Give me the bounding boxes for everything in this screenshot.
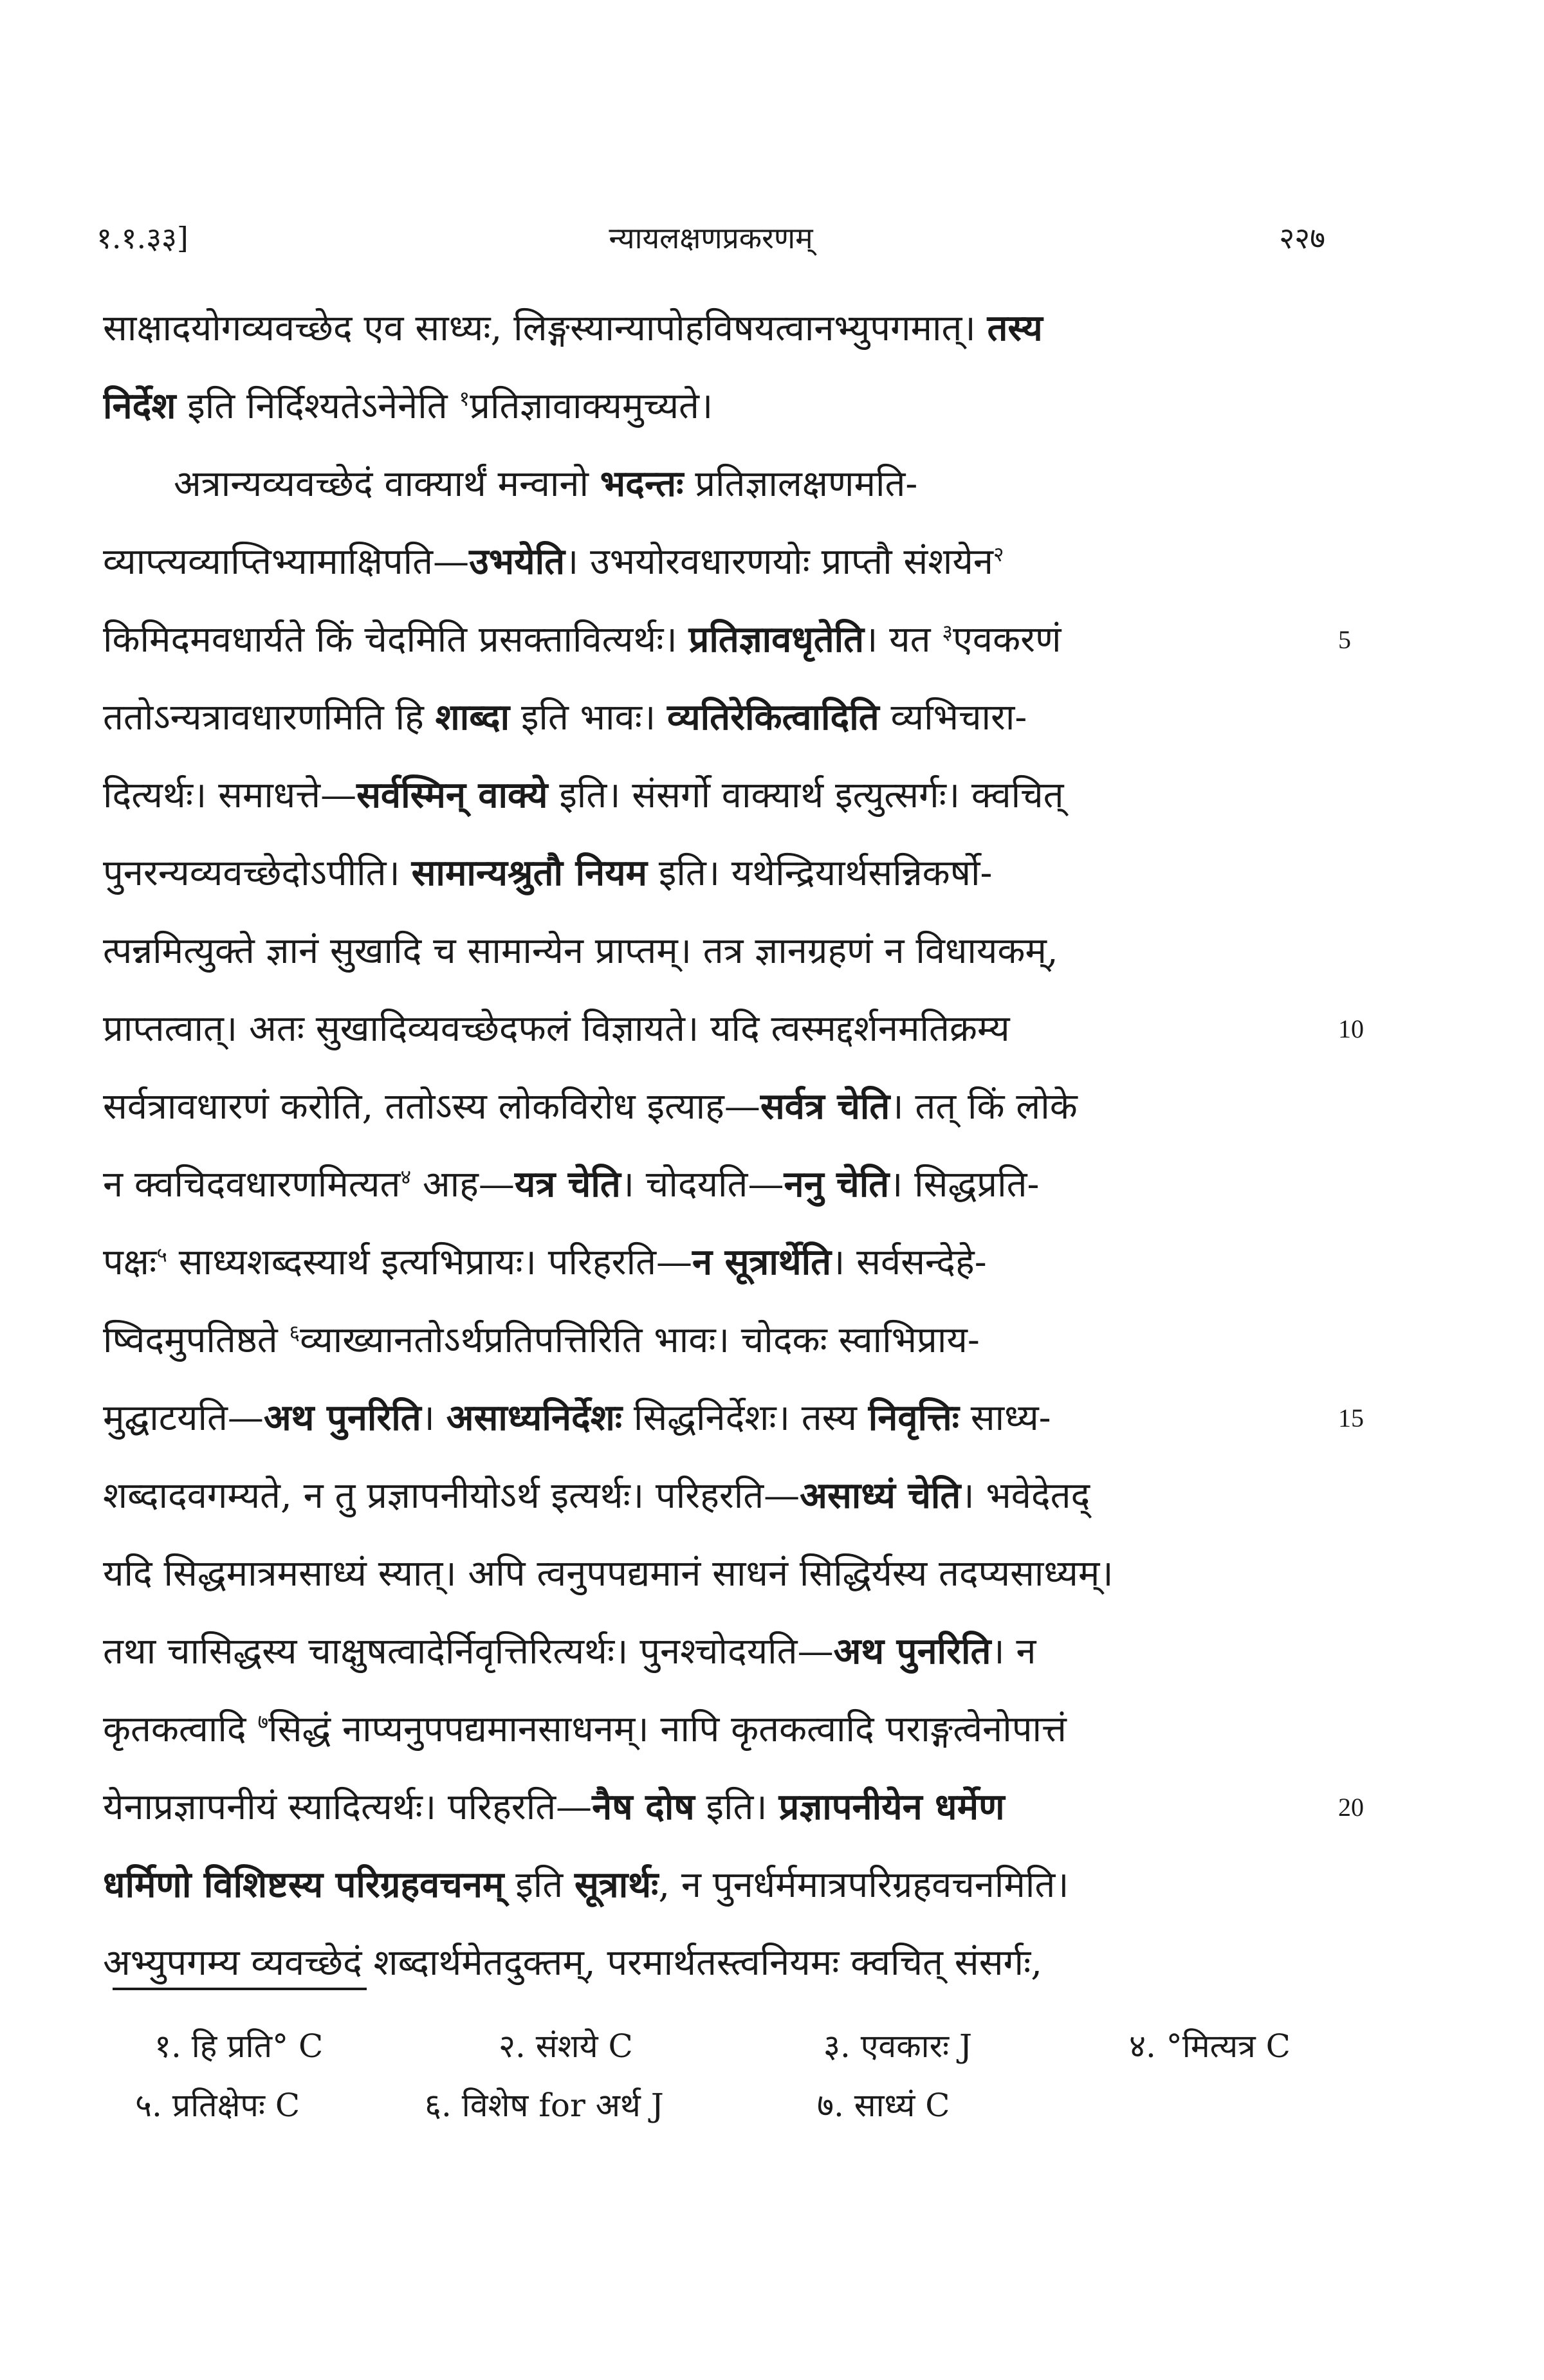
text-segment: व्याप्त्यव्याप्तिभ्यामाक्षिपति— bbox=[103, 541, 470, 583]
text-line bbox=[103, 1379, 1319, 1457]
text-line bbox=[103, 1768, 1319, 1846]
text-segment: इति। bbox=[694, 1786, 779, 1828]
footnote-marker: ४ bbox=[400, 1164, 412, 1189]
text-line bbox=[103, 756, 1319, 834]
text-line bbox=[103, 1301, 1319, 1379]
text-line bbox=[103, 1690, 1319, 1768]
bold-lemma: व्यतिरेकित्वादिति bbox=[667, 696, 879, 738]
text-segment: किमिदमवधार्यते किं चेदमिति प्रसक्तावित्यर्थः। bbox=[103, 619, 689, 661]
text-segment: । तत् किं लोके bbox=[890, 1086, 1078, 1128]
text-segment: इति bbox=[504, 1864, 574, 1906]
bold-lemma: न सूत्रार्थेति bbox=[692, 1241, 832, 1283]
text-line bbox=[103, 1535, 1319, 1613]
text-line bbox=[103, 990, 1319, 1068]
footnote-marker: ३ bbox=[942, 619, 953, 645]
bold-lemma: निर्देश bbox=[103, 385, 176, 427]
text-line bbox=[103, 601, 1319, 679]
bold-lemma: नैष दोष bbox=[592, 1786, 695, 1828]
footnote: ४. °मित्यत्र C bbox=[1129, 2028, 1291, 2065]
footnote-row bbox=[154, 2017, 1312, 2076]
text-line bbox=[103, 1846, 1319, 1924]
footnote: २. संशये C bbox=[499, 2028, 633, 2065]
text-segment: इति निर्दिश्यतेऽनेनेति bbox=[176, 385, 459, 427]
commentary-text bbox=[103, 289, 1319, 2002]
footnote-marker: २ bbox=[993, 542, 1004, 567]
text-line bbox=[103, 445, 1319, 523]
footnote: ३. एवकारः J bbox=[823, 2028, 973, 2065]
text-segment: इति। संसर्गो वाक्यार्थ इत्युत्सर्गः। क्वचित् bbox=[547, 774, 1064, 816]
footnote: ५. प्रतिक्षेपः C bbox=[135, 2087, 300, 2124]
bold-lemma: शाब्दा bbox=[435, 696, 510, 738]
text-segment: प्राप्तत्वात्। अतः सुखादिव्यवच्छेदफलं विज्ञायते। यदि त्वस्मद्दर्शनमतिक्रम्य bbox=[103, 1008, 1010, 1050]
text-segment: , न पुनर्धर्ममात्रपरिग्रहवचनमिति। bbox=[658, 1864, 1069, 1906]
text-segment: न क्वचिदवधारणमित्यत bbox=[103, 1164, 401, 1205]
text-segment: व्यभिचारा- bbox=[879, 697, 1027, 738]
footnote: १. हि प्रति° C bbox=[154, 2028, 324, 2065]
footnote-marker: ५ bbox=[156, 1242, 167, 1267]
bold-lemma: असाध्यं चेति bbox=[800, 1474, 961, 1517]
text-segment: । चोदयति— bbox=[620, 1164, 784, 1205]
footnote: ६. विशेष for अर्थ J bbox=[425, 2087, 664, 2124]
text-segment: साध्य- bbox=[959, 1397, 1051, 1439]
text-segment: । भवेदेतद् bbox=[960, 1475, 1090, 1517]
text-segment: शब्दादवगम्यते, न तु प्रज्ञापनीयोऽर्थ इत्यर्थः। परिहरति— bbox=[103, 1475, 800, 1517]
bold-lemma: असाध्यनिर्देशः bbox=[446, 1396, 623, 1439]
text-segment: ततोऽन्यत्रावधारणमिति हि bbox=[103, 697, 436, 738]
text-segment: इति भावः। bbox=[510, 697, 668, 738]
text-segment: । bbox=[421, 1397, 446, 1439]
margin-line-number: 10 bbox=[1338, 1014, 1364, 1043]
text-segment: एवकरणं bbox=[952, 619, 1062, 661]
text-line bbox=[103, 1068, 1319, 1146]
text-segment: । यत bbox=[864, 619, 942, 661]
text-segment: अत्रान्यव्यवच्छेदं वाक्यार्थं मन्वानो bbox=[174, 463, 600, 505]
text-segment: । सर्वसन्देहे- bbox=[831, 1241, 987, 1283]
text-line bbox=[103, 912, 1319, 990]
footnotes bbox=[135, 2017, 1312, 2135]
bold-lemma: अथ पुनरिति bbox=[833, 1630, 991, 1672]
bold-lemma: उभयेति bbox=[469, 540, 565, 583]
bold-lemma: भदन्तः bbox=[600, 462, 684, 505]
text-segment: अभ्युपगम्य व्यवच्छेदं शब्दार्थमेतदुक्तम्, परमार्थतस्त्वनियमः क्वचित् संसर्गः, bbox=[103, 1942, 1043, 1984]
text-segment: इति। यथेन्द्रियार्थसन्निकर्षो- bbox=[647, 852, 993, 894]
page-number: २२७ bbox=[1279, 221, 1325, 255]
bold-lemma: सूत्रार्थः bbox=[574, 1863, 659, 1906]
bold-lemma: प्रतिज्ञावधृतेति bbox=[688, 618, 865, 661]
text-segment: मुद्घाटयति— bbox=[103, 1397, 264, 1439]
text-line bbox=[103, 834, 1319, 912]
section-reference: १.१.३३] bbox=[96, 221, 188, 255]
text-segment: दित्यर्थः। समाधत्ते— bbox=[103, 774, 357, 816]
text-segment: सिद्धं नाप्यनुपपद्यमानसाधनम्। नापि कृतकत्वादि पराङ्गत्वेनोपात्तं bbox=[268, 1708, 1067, 1750]
text-segment: । उभयोरवधारणयोः प्राप्तौ संशयेन bbox=[565, 541, 993, 583]
bold-lemma: अथ पुनरिति bbox=[263, 1396, 421, 1439]
text-segment: प्रतिज्ञावाक्यमुच्यते। bbox=[470, 385, 713, 427]
text-segment: आह— bbox=[411, 1164, 515, 1205]
text-segment: साक्षादयोगव्यवच्छेद एव साध्यः, लिङ्गस्यान्यापोहविषयत्वानभ्युपगमात्। bbox=[103, 307, 988, 349]
footnote-rule bbox=[113, 1988, 367, 1990]
bold-lemma: सर्वत्र चेति bbox=[760, 1085, 890, 1128]
margin-line-number: 15 bbox=[1338, 1404, 1364, 1433]
text-segment: यदि सिद्धमात्रमसाध्यं स्यात्। अपि त्वनुपपद्यमानं साधनं सिद्धिर्यस्य तदप्यसाध्यम्। bbox=[103, 1553, 1114, 1595]
text-segment: पुनरन्यव्यवच्छेदोऽपीति। bbox=[103, 852, 412, 894]
footnote: ७. साध्यं C bbox=[817, 2087, 950, 2124]
text-segment: ष्विदमुपतिष्ठते bbox=[103, 1319, 290, 1361]
footnote-marker: १ bbox=[459, 386, 470, 411]
footnote-marker: ७ bbox=[257, 1709, 269, 1734]
running-head bbox=[96, 212, 1325, 264]
text-segment: पक्षः bbox=[103, 1241, 157, 1283]
footnote-marker: ६ bbox=[289, 1320, 300, 1345]
bold-lemma: यत्र चेति bbox=[514, 1163, 621, 1205]
text-segment: सिद्धनिर्देशः। तस्य bbox=[622, 1397, 868, 1439]
text-line bbox=[103, 1223, 1319, 1301]
bold-lemma: प्रज्ञापनीयेन धर्मेण bbox=[778, 1786, 1005, 1828]
text-line bbox=[103, 1146, 1319, 1223]
margin-line-number: 5 bbox=[1338, 625, 1351, 654]
text-segment: येनाप्रज्ञापनीयं स्यादित्यर्थः। परिहरति— bbox=[103, 1786, 593, 1828]
bold-lemma: ननु चेति bbox=[784, 1163, 890, 1205]
text-segment: । न bbox=[991, 1631, 1036, 1672]
text-segment: प्रतिज्ञालक्षणमति- bbox=[683, 463, 918, 505]
text-segment: तथा चासिद्धस्य चाक्षुषत्वादेर्निवृत्तिरित्यर्थः। पुनश्चोदयति— bbox=[103, 1631, 834, 1672]
text-line bbox=[103, 1457, 1319, 1535]
bold-lemma: धर्मिणो विशिष्टस्य परिग्रहवचनम् bbox=[103, 1863, 504, 1906]
bold-lemma: सर्वस्मिन् वाक्ये bbox=[356, 774, 548, 816]
text-segment: सर्वत्रावधारणं करोति, ततोऽस्य लोकविरोध इत्याह— bbox=[103, 1086, 760, 1128]
text-line bbox=[103, 679, 1319, 756]
bold-lemma: निवृत्तिः bbox=[868, 1396, 959, 1439]
chapter-title: न्यायलक्षणप्रकरणम् bbox=[609, 221, 813, 255]
text-segment: साध्यशब्दस्यार्थ इत्यभिप्रायः। परिहरति— bbox=[167, 1241, 692, 1283]
text-segment: । सिद्धप्रति- bbox=[889, 1164, 1040, 1205]
text-line bbox=[103, 367, 1319, 445]
text-line bbox=[103, 523, 1319, 601]
bold-lemma: सामान्यश्रुतौ नियम bbox=[411, 852, 648, 894]
footnote-row bbox=[135, 2076, 1312, 2135]
bold-lemma: तस्य bbox=[987, 307, 1043, 349]
text-segment: व्याख्यानतोऽर्थप्रतिपत्तिरिति भावः। चोदकः स्वाभिप्राय- bbox=[300, 1319, 980, 1361]
margin-line-number: 20 bbox=[1338, 1793, 1364, 1822]
text-line bbox=[103, 289, 1319, 367]
text-segment: त्पन्नमित्युक्ते ज्ञानं सुखादि च सामान्येन प्राप्तम्। तत्र ज्ञानग्रहणं न विधायकम्, bbox=[103, 930, 1058, 972]
text-line bbox=[103, 1613, 1319, 1690]
text-segment: कृतकत्वादि bbox=[103, 1708, 258, 1750]
